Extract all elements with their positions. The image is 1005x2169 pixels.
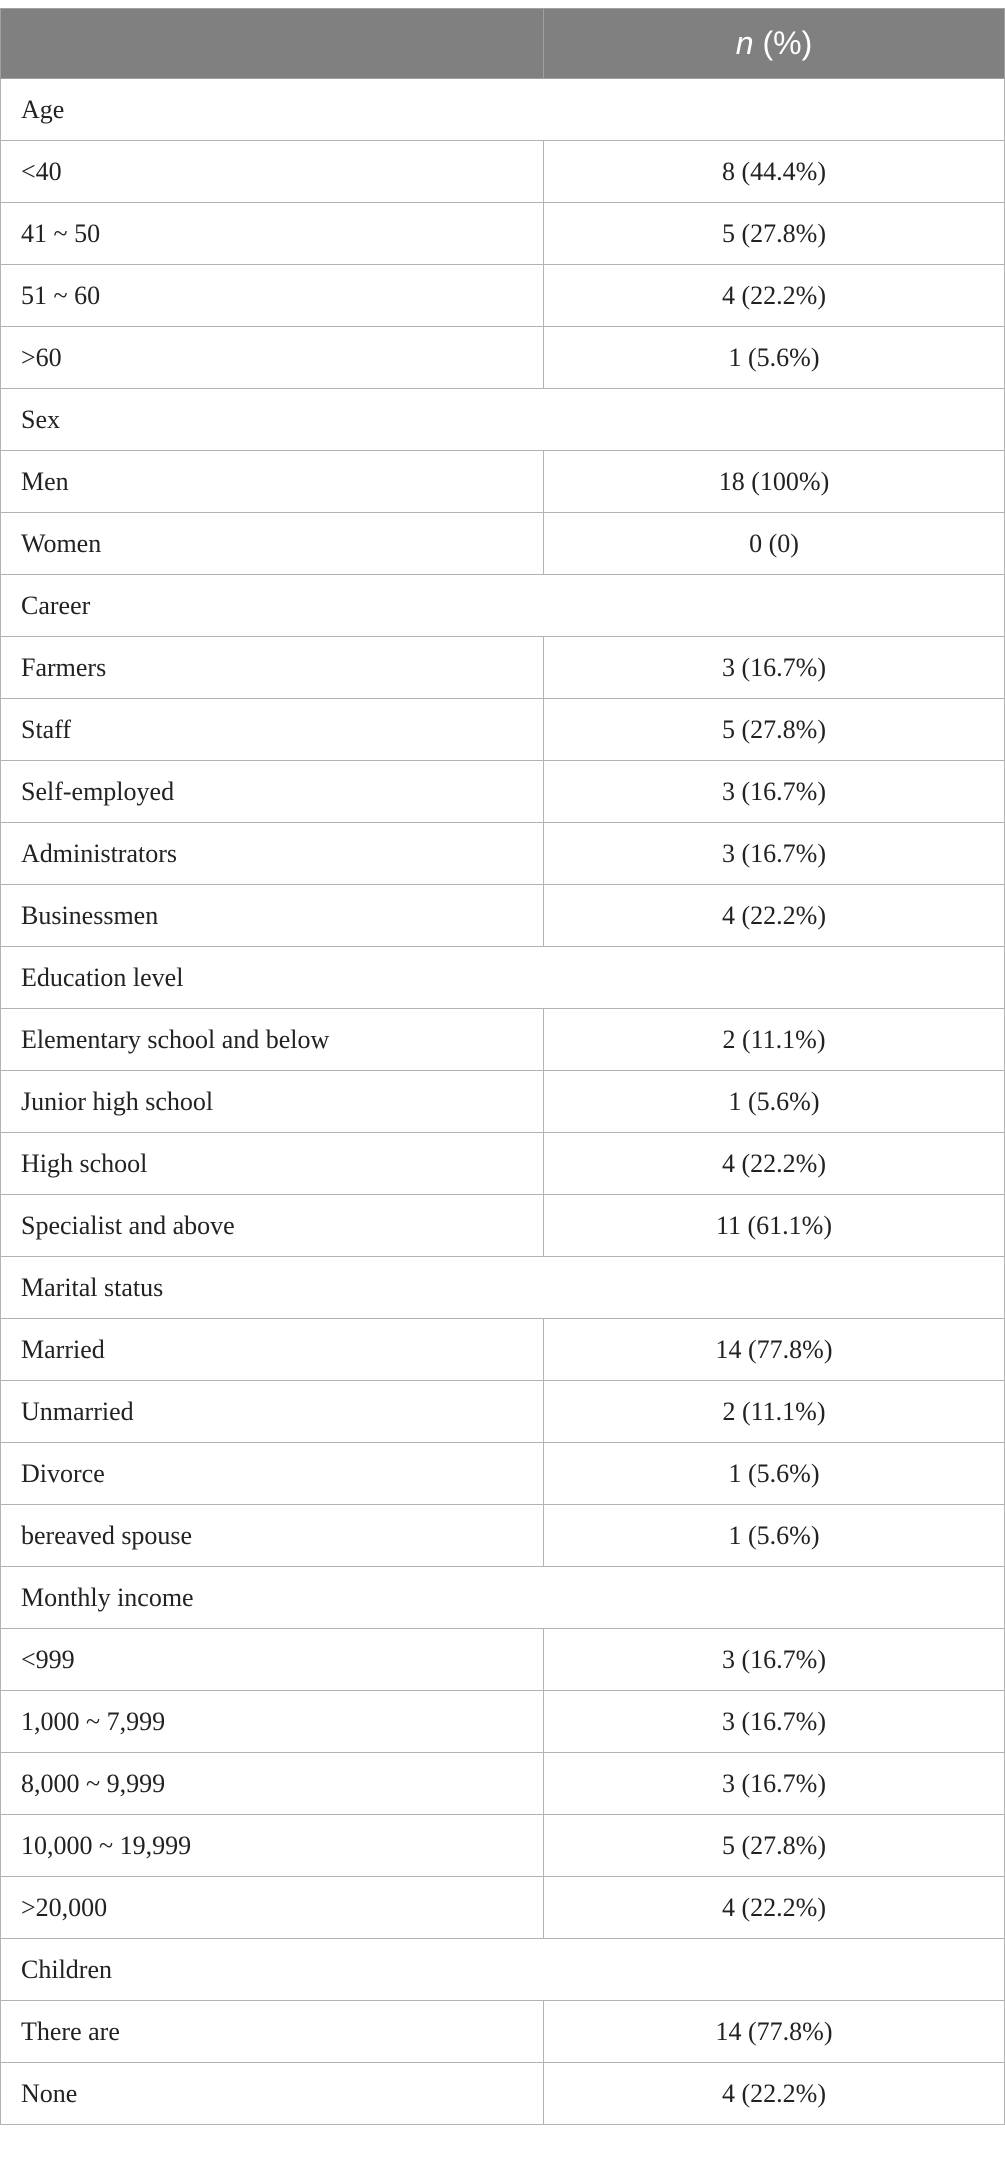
row-value: 4 (22.2%): [544, 265, 1005, 327]
row-label: bereaved spouse: [1, 1505, 544, 1567]
row-label: 41 ~ 50: [1, 203, 544, 265]
header-n-percent-cell: [544, 9, 1005, 79]
header-percent: (%): [753, 25, 813, 61]
table-row: [1, 1195, 1005, 1257]
row-value: 14 (77.8%): [544, 1319, 1005, 1381]
row-value: 5 (27.8%): [544, 203, 1005, 265]
row-value: 4 (22.2%): [544, 2063, 1005, 2125]
row-label: 51 ~ 60: [1, 265, 544, 327]
section-row: [1, 79, 1005, 141]
row-label: <999: [1, 1629, 544, 1691]
table-row: [1, 513, 1005, 575]
row-label: 1,000 ~ 7,999: [1, 1691, 544, 1753]
row-label: Staff: [1, 699, 544, 761]
table-row: [1, 1629, 1005, 1691]
section-label: Age: [1, 79, 1005, 141]
row-value: 5 (27.8%): [544, 1815, 1005, 1877]
row-label: Women: [1, 513, 544, 575]
row-label: >60: [1, 327, 544, 389]
row-value: 3 (16.7%): [544, 823, 1005, 885]
table-row: [1, 1877, 1005, 1939]
table-row: [1, 1319, 1005, 1381]
row-value: 0 (0): [544, 513, 1005, 575]
row-value: 4 (22.2%): [544, 885, 1005, 947]
table-row: [1, 327, 1005, 389]
section-label: Monthly income: [1, 1567, 1005, 1629]
table-row: [1, 2063, 1005, 2125]
row-label: None: [1, 2063, 544, 2125]
row-value: 11 (61.1%): [544, 1195, 1005, 1257]
table-row: [1, 1691, 1005, 1753]
row-label: Farmers: [1, 637, 544, 699]
row-value: 2 (11.1%): [544, 1009, 1005, 1071]
row-label: >20,000: [1, 1877, 544, 1939]
row-label: Junior high school: [1, 1071, 544, 1133]
table-row: [1, 1133, 1005, 1195]
section-row: [1, 389, 1005, 451]
row-value: 14 (77.8%): [544, 2001, 1005, 2063]
row-label: 10,000 ~ 19,999: [1, 1815, 544, 1877]
section-label: Children: [1, 1939, 1005, 2001]
row-label: There are: [1, 2001, 544, 2063]
row-value: 5 (27.8%): [544, 699, 1005, 761]
row-label: 8,000 ~ 9,999: [1, 1753, 544, 1815]
row-value: 3 (16.7%): [544, 1691, 1005, 1753]
row-label: Men: [1, 451, 544, 513]
row-value: 18 (100%): [544, 451, 1005, 513]
row-value: 8 (44.4%): [544, 141, 1005, 203]
section-label: Sex: [1, 389, 1005, 451]
table-row: [1, 1753, 1005, 1815]
section-label: Marital status: [1, 1257, 1005, 1319]
section-label: Career: [1, 575, 1005, 637]
row-label: Self-employed: [1, 761, 544, 823]
table-row: [1, 141, 1005, 203]
row-value: 3 (16.7%): [544, 761, 1005, 823]
table-header-row: [1, 9, 1005, 79]
row-value: 3 (16.7%): [544, 637, 1005, 699]
row-label: Unmarried: [1, 1381, 544, 1443]
row-label: High school: [1, 1133, 544, 1195]
row-label: Divorce: [1, 1443, 544, 1505]
row-label: Businessmen: [1, 885, 544, 947]
section-row: [1, 1257, 1005, 1319]
row-value: 4 (22.2%): [544, 1133, 1005, 1195]
row-value: 1 (5.6%): [544, 1071, 1005, 1133]
header-n: n: [735, 25, 754, 61]
table-row: [1, 451, 1005, 513]
section-row: [1, 947, 1005, 1009]
row-label: Elementary school and below: [1, 1009, 544, 1071]
table-row: [1, 885, 1005, 947]
table-row: [1, 823, 1005, 885]
table-row: [1, 203, 1005, 265]
row-value: 3 (16.7%): [544, 1629, 1005, 1691]
table-row: [1, 699, 1005, 761]
row-label: Specialist and above: [1, 1195, 544, 1257]
row-label: Married: [1, 1319, 544, 1381]
table-row: [1, 637, 1005, 699]
section-row: [1, 1567, 1005, 1629]
table-row: [1, 265, 1005, 327]
table-row: [1, 1815, 1005, 1877]
section-row: [1, 575, 1005, 637]
row-value: 3 (16.7%): [544, 1753, 1005, 1815]
table-body: [1, 79, 1005, 2125]
demographics-table: [0, 8, 1005, 2125]
row-label: Administrators: [1, 823, 544, 885]
section-label: Education level: [1, 947, 1005, 1009]
table-row: [1, 1381, 1005, 1443]
table-row: [1, 1009, 1005, 1071]
table-row: [1, 2001, 1005, 2063]
row-value: 1 (5.6%): [544, 327, 1005, 389]
row-value: 2 (11.1%): [544, 1381, 1005, 1443]
table-row: [1, 1505, 1005, 1567]
row-value: 4 (22.2%): [544, 1877, 1005, 1939]
row-value: 1 (5.6%): [544, 1443, 1005, 1505]
row-value: 1 (5.6%): [544, 1505, 1005, 1567]
table-row: [1, 761, 1005, 823]
table-row: [1, 1443, 1005, 1505]
row-label: <40: [1, 141, 544, 203]
header-label-cell: [1, 9, 544, 79]
table-row: [1, 1071, 1005, 1133]
section-row: [1, 1939, 1005, 2001]
